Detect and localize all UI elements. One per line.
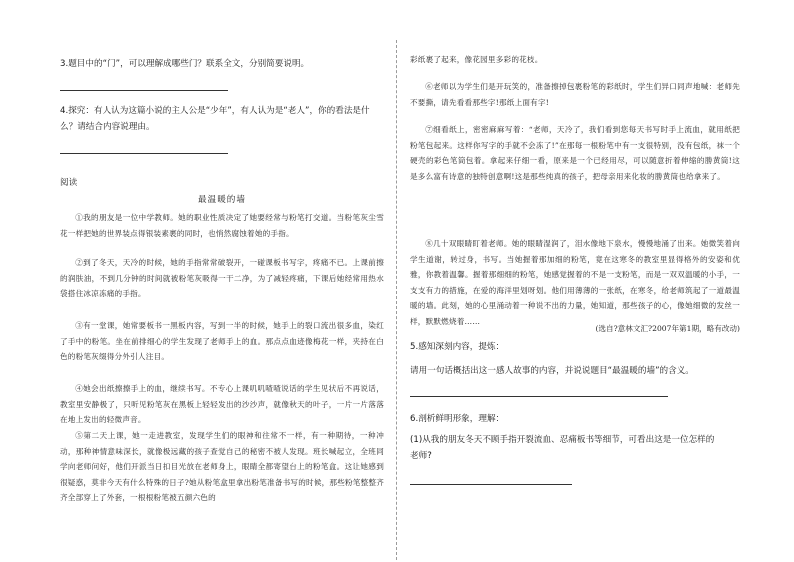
reading-label: 阅读 bbox=[60, 178, 78, 188]
paragraph-4: ④她会出纸擦擦手上的血，继续书写。不专心上课叽叽喳喳说话的学生见状后不再说话，教室里安静极了，只听见粉笔灰在黑板上轻轻发出的沙沙声，就像秋天的叶子，一片一片落落在地上发出的轻微声音。 bbox=[60, 384, 384, 425]
question-3: 3.题目中的“门”，可以理解成哪些门？联系全文，分别简要说明。 bbox=[60, 59, 310, 69]
question-6-1: (1)从我的朋友冬天不顾手指开裂流血、忍痛板书等细节，可看出这是一位怎样的老师? bbox=[410, 435, 715, 461]
paragraph-5: ⑤第二天上课，她一走进教室，发现学生们的眼神和往常不一样，有一种期待，一种冲动，那种神情意味深长，就像极远藏的孩子查觉自己的秘密不被人发现。班长喊起立，全班同学向老师问好，他们开派当日扣目光放在老师身上，眼睛全都寄望台上的粉笔盒。这让她感到很疑惑，莫非今天有什么特殊的日子?她从粉笔盒里拿出粉笔准备书写的时候，那些粉笔整整齐齐全部穿上了外套，一根根粉笔被五颜六色的 bbox=[60, 431, 384, 503]
paragraph-1: ①我的朋友是一位中学教师。她的职业性质决定了她要经常与粉笔打交道。当粉笔灰尘雪花一样把她的世界装点得银装素裹的同时，也悄然腐蚀着她的手指。 bbox=[60, 213, 384, 238]
question-5: 请用一句话概括出这一感人故事的内容，并说说题目“最温暖的墙”的含义。 bbox=[410, 366, 694, 376]
paragraph-3: ③有一堂课，她常要板书一黑板内容，写到一半的时候，她手上的裂口流出很多血，染红了手中的粉笔。坐在前排细心的学生发现了老师手上的血。那点点血迹像梅花一样，夹持在白色的粉笔灰缀得分外引人注目。 bbox=[60, 321, 384, 362]
paragraph-6: ⑥老师以为学生们是开玩笑的，准备擦掉包裹粉笔的彩纸时，学生们异口同声地喊：老师先不要撕，请先看看那些字!那纸上面有字! bbox=[410, 82, 740, 107]
right-column bbox=[410, 0, 740, 562]
question-6-heading: 6.剖析鲜明形象，理解： bbox=[410, 414, 505, 424]
article-source: (选自?意林文汇?2007年第1期，略有改动) bbox=[595, 324, 740, 333]
question-5-heading: 5.感知深刻内容，提炼： bbox=[410, 342, 505, 352]
left-column bbox=[60, 0, 384, 562]
paragraph-5-continued: 彩纸裹了起来，像花园里多彩的花枝。 bbox=[410, 55, 543, 64]
article-title: 最温暖的墙 bbox=[198, 195, 246, 205]
paragraph-2: ②到了冬天，天冷的时候，她的手指常常破裂开，一碰课板书写字，疼痛不已。上课前擦的润肤油，不到几分钟的时间就被粉笔灰吸得一干二净，为了减轻疼痛，下课后她经常用热水袋搭住冰凉冻痛的手指。 bbox=[60, 258, 384, 299]
answer-line-3[interactable] bbox=[60, 90, 228, 91]
answer-line-6[interactable] bbox=[410, 484, 572, 485]
column-divider bbox=[396, 40, 397, 560]
answer-line-4[interactable] bbox=[60, 153, 228, 154]
paragraph-7: ⑦细看纸上，密密麻麻写着：“老师，天冷了，我们看到您每天书写时手上流血，就用纸把粉笔包起来。这样你写字的手就不会冻了!”在那每一根粉笔中有一支很特别，没有包纸，袜一个硬壳的彩色笔筒包着。拿起来仔细一看，原来是一个已经用尽，可以随意折着伸缩的勝黄筒!这是多么富有诗意的独特创意啊!这是那些纯真的孩子，把母亲用来化妆的勝黄筒也给拿来了。 bbox=[410, 125, 740, 181]
answer-line-5[interactable] bbox=[410, 396, 668, 397]
paragraph-8: ⑧几十双眼睛盯着老师。她的眼睛湿润了，泪水像地下泉水，慢慢地涌了出来。她微笑着向学生道谢，转过身，书写。当她握着那加细的粉笔，竟在这寒冬的教室里显得格外的安姿和优雅，你教着温馨。握着那细细的粉笔，她感觉握着的不是一支粉笔，而是一双双温暖的小手，一支支有力的措施，在爱的海洋里划呀划。他们用薄薄的一张纸，在寒冬，给老师筑起了一道最温暖的墙。此刻，她的心里涌动着一种说不出的力量，她知道，那些孩子的心，像她细微的发丝一样，默默燃烧着…… bbox=[410, 239, 740, 326]
question-4: 4.探究：有人认为这篇小说的主人公是“少年”，有人认为是“老人”，你的看法是什么？请结合内容说理由。 bbox=[60, 106, 370, 132]
